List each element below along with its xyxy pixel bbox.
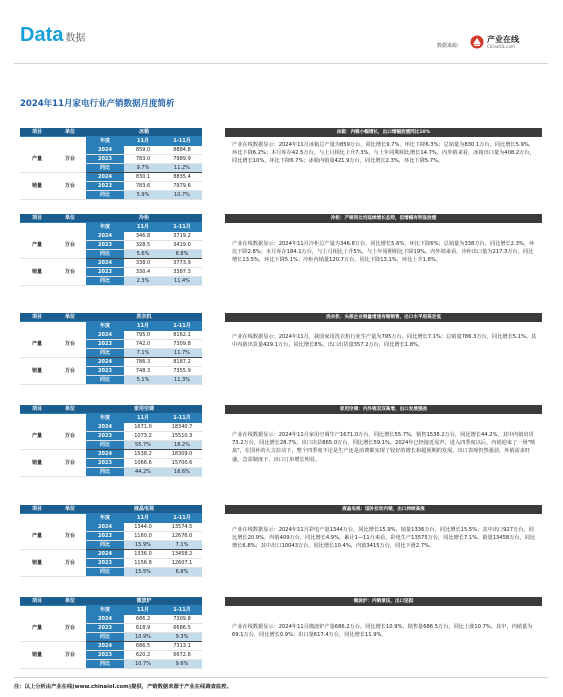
header-ytd: 1-11月 (162, 514, 202, 523)
yoy-label: 同比 (86, 660, 124, 669)
header-month: 11月 (124, 137, 162, 146)
year-cell: 2023 (86, 182, 124, 191)
section-paragraph: 产业在线数据显示：2024年11月冷柜总产量为346.8万台，同比增长5.6%，环比下降6%；总销量为338万台，同比增长2.3%，环比下降2.8%；本月库存184.1万台，与上月相比上升5%，与上年同期相比下降19%。内外销来看，冷柜出口量为217.3万台，同比增长13.5%，环比下降5.1%；冷柜内销量120.7万台，同比下降13.1%，环比上升1.6%。 (232, 241, 535, 264)
ytd-yoy: 18.2% (162, 441, 202, 450)
header-year: 年度 (86, 322, 124, 331)
sales-unit: 万台 (54, 173, 86, 200)
ytd-value: 8884.8 (162, 146, 202, 155)
header-unit: 单位 (54, 128, 86, 137)
ytd-yoy: 10.7% (162, 191, 202, 200)
header-year: 年度 (86, 223, 124, 232)
brand-url: ChinaIOL.com (487, 44, 515, 49)
sales-label: 销量 (20, 358, 54, 385)
ytd-value: 12607.1 (162, 559, 202, 568)
month-value: 1336.0 (124, 550, 162, 559)
yoy-label: 同比 (86, 250, 124, 259)
ytd-value: 7355.9 (162, 367, 202, 376)
month-value: 795.0 (124, 331, 162, 340)
product-name: 冰箱 (86, 128, 202, 137)
ytd-value: 7309.8 (162, 340, 202, 349)
header-unit: 单位 (54, 505, 86, 514)
ytd-yoy: 11.4% (162, 277, 202, 286)
ytd-yoy: 7.1% (162, 541, 202, 550)
yoy-label: 同比 (86, 349, 124, 358)
yoy-label: 同比 (86, 568, 124, 577)
year-cell: 2023 (86, 459, 124, 468)
product-name: 家用空调 (86, 405, 202, 414)
ytd-value: 13574.5 (162, 523, 202, 532)
logo-subtitle: 数据 (65, 33, 86, 44)
month-yoy: 5.1% (124, 376, 162, 385)
year-cell: 2024 (86, 523, 124, 532)
sales-label: 销量 (20, 642, 54, 669)
yoy-label: 同比 (86, 541, 124, 550)
section-paragraph: 产业在线数据显示：2024年11月彩电产量1344万台，同比增长15.9%，销量1336万台，同比增长15.5%；其中出口927万台，同比增长20.9%，内销409万台，同比增长4.9%。累计1—11月来看，彩电生产13575万台，同比增长7.1%，销量13458万台，同比增长6.8%；其中出口10043万台，同比增长10.4%，内销3415万台，同比下滑2.7%。 (232, 527, 536, 550)
header-item: 项目 (20, 128, 54, 137)
month-value: 1073.2 (124, 432, 162, 441)
sales-unit: 万台 (54, 259, 86, 286)
header-unit: 单位 (54, 313, 86, 322)
month-yoy: 9.7% (124, 164, 162, 173)
production-unit: 万台 (54, 615, 86, 642)
year-cell: 2023 (86, 268, 124, 277)
header-divider (14, 63, 548, 64)
header-ytd: 1-11月 (162, 137, 202, 146)
production-label: 产量 (20, 232, 54, 259)
month-yoy: 55.7% (124, 441, 162, 450)
year-cell: 2023 (86, 624, 124, 633)
production-unit: 万台 (54, 146, 86, 173)
production-unit: 万台 (54, 331, 86, 358)
header-ytd: 1-11月 (162, 223, 202, 232)
month-value: 618.9 (124, 624, 162, 633)
report-title: 2024年11月家电行业产销数据月度简析 (20, 99, 175, 109)
production-label: 产量 (20, 423, 54, 450)
yoy-label: 同比 (86, 164, 124, 173)
month-value: 686.5 (124, 642, 162, 651)
data-table (20, 505, 202, 577)
header-ytd: 1-11月 (162, 322, 202, 331)
year-cell: 2024 (86, 173, 124, 182)
header-year: 年度 (86, 606, 124, 615)
ytd-yoy: 8.8% (162, 250, 202, 259)
logo-title: Data (20, 24, 64, 46)
footnote: 注：以上分析由产业在线(www.chinaiol.com)提供，产销数据来源于产业在线调查监控。 (14, 684, 232, 690)
ytd-value: 18340.7 (162, 423, 202, 432)
yoy-label: 同比 (86, 441, 124, 450)
header-month: 11月 (124, 414, 162, 423)
production-unit: 万台 (54, 523, 86, 550)
sales-unit: 万台 (54, 550, 86, 577)
month-yoy: 15.9% (124, 541, 162, 550)
month-value: 1344.0 (124, 523, 162, 532)
section-headline: 冷柜：产销同比均延续增长态势，但增幅有明显放缓 (225, 214, 542, 223)
header-year: 年度 (86, 137, 124, 146)
ytd-value: 7989.9 (162, 155, 202, 164)
month-value: 748.3 (124, 367, 162, 376)
header-item: 项目 (20, 505, 54, 514)
section-headline: 微波炉：内销承压，出口坚挺 (225, 597, 542, 606)
ytd-value: 3419.0 (162, 241, 202, 250)
month-yoy: 44.2% (124, 468, 162, 477)
product-name: 液晶电视 (86, 505, 202, 514)
month-value: 686.2 (124, 615, 162, 624)
production-label: 产量 (20, 146, 54, 173)
month-value: 783.6 (124, 182, 162, 191)
data-table (20, 597, 202, 669)
header-year: 年度 (86, 514, 124, 523)
section-paragraph: 产业在线数据显示：2024年11月微波炉产量686.2万台，同比增长10.9%，销售量686.5万台，同比上涨10.7%。其中，内销量为69.1万台，同比增长0.9%；出口量617.4万台，同比增长11.9%。 (232, 624, 533, 639)
year-cell: 2024 (86, 450, 124, 459)
header-month: 11月 (124, 322, 162, 331)
ytd-value: 7309.8 (162, 615, 202, 624)
sales-label: 销量 (20, 450, 54, 477)
ytd-yoy: 11.3% (162, 376, 202, 385)
month-value: 620.2 (124, 651, 162, 660)
year-cell: 2024 (86, 232, 124, 241)
month-value: 830.1 (124, 173, 162, 182)
month-yoy: 10.9% (124, 633, 162, 642)
ytd-value: 8162.1 (162, 331, 202, 340)
header-unit: 单位 (54, 597, 86, 606)
section-headline: 洗衣机：头部企业销量增速有缩销售，出口水平居高走低 (225, 313, 542, 322)
ytd-value: 6672.6 (162, 651, 202, 660)
ytd-value: 8187.2 (162, 358, 202, 367)
month-value: 346.8 (124, 232, 162, 241)
month-value: 742.0 (124, 340, 162, 349)
ytd-value: 3773.9 (162, 259, 202, 268)
month-yoy: 2.3% (124, 277, 162, 286)
month-value: 1156.8 (124, 559, 162, 568)
header-item: 项目 (20, 313, 54, 322)
month-value: 1538.2 (124, 450, 162, 459)
sales-label: 销量 (20, 259, 54, 286)
ytd-value: 13458.2 (162, 550, 202, 559)
month-yoy: 5.9% (124, 191, 162, 200)
year-cell: 2024 (86, 615, 124, 624)
year-cell: 2024 (86, 259, 124, 268)
ytd-yoy: 11.2% (162, 164, 202, 173)
ytd-value: 3387.3 (162, 268, 202, 277)
month-value: 1066.6 (124, 459, 162, 468)
year-cell: 2023 (86, 367, 124, 376)
year-cell: 2023 (86, 651, 124, 660)
section-headline: 液晶电视：国补拉动内销，出口持续高涨 (225, 505, 542, 514)
yoy-label: 同比 (86, 376, 124, 385)
year-cell: 2023 (86, 241, 124, 250)
production-unit: 万台 (54, 423, 86, 450)
data-table (20, 214, 202, 286)
header-unit: 单位 (54, 405, 86, 414)
year-cell: 2024 (86, 423, 124, 432)
ytd-value: 8835.4 (162, 173, 202, 182)
yoy-label: 同比 (86, 633, 124, 642)
sales-unit: 万台 (54, 450, 86, 477)
ytd-value: 3719.2 (162, 232, 202, 241)
ytd-yoy: 9.6% (162, 660, 202, 669)
section-paragraph: 产业在线数据显示：2024年11月，我国家用洗衣机行业生产量为795万台，同比增长7.1%；总销量786.3万台，同比增长5.1%。其中内销出货量429.1万台，同比增长8%，出口出货量357.2万台，同比增长1.8%。 (232, 334, 537, 349)
production-label: 产量 (20, 523, 54, 550)
header-unit: 单位 (54, 214, 86, 223)
ytd-value: 7979.6 (162, 182, 202, 191)
chinaiol-logo (470, 34, 526, 52)
ytd-value: 18309.0 (162, 450, 202, 459)
chinaiol-mark-icon (470, 35, 484, 49)
data-logo (20, 24, 85, 47)
month-yoy: 10.7% (124, 660, 162, 669)
product-name: 微波炉 (86, 597, 202, 606)
header-ytd: 1-11月 (162, 414, 202, 423)
yoy-label: 同比 (86, 191, 124, 200)
month-yoy: 5.6% (124, 250, 162, 259)
month-value: 328.5 (124, 241, 162, 250)
sales-label: 销量 (20, 550, 54, 577)
header-year: 年度 (86, 414, 124, 423)
header-month: 11月 (124, 606, 162, 615)
year-cell: 2023 (86, 559, 124, 568)
ytd-yoy: 11.7% (162, 349, 202, 358)
sales-unit: 万台 (54, 358, 86, 385)
product-name: 洗衣机 (86, 313, 202, 322)
data-table (20, 405, 202, 477)
section-headline: 冰箱：内销小幅增长，出口增幅放缓同比10% (225, 128, 542, 137)
data-table (20, 313, 202, 385)
year-cell: 2024 (86, 550, 124, 559)
month-value: 1160.0 (124, 532, 162, 541)
production-label: 产量 (20, 615, 54, 642)
month-value: 783.0 (124, 155, 162, 164)
section-paragraph: 产业在线数据显示：2024年11月家用空调生产1671.0万台，同比增长55.7%，销售1538.2万台，同比增长44.2%，其中内销出货73.2万台，同比增长28.7%，出口出货865.0万台，同比增长59.1%。2024年已经接近尾声，进入四季度以后，内销迎来了一场"喷泉"，在国补的大力拉动下，整个四季度不论是生产还是消费都实现了较好的增长和超预期的发展，出口表现仍然强劲，外销需求旺盛，急需制度下，出口订单增长明显。 (232, 432, 536, 463)
header-item: 项目 (20, 214, 54, 223)
month-value: 859.0 (124, 146, 162, 155)
month-value: 330.4 (124, 268, 162, 277)
month-yoy: 7.1% (124, 349, 162, 358)
year-cell: 2024 (86, 358, 124, 367)
ytd-value: 15510.3 (162, 432, 202, 441)
header-month: 11月 (124, 514, 162, 523)
section-headline: 家用空调：内外销双双高增，出口发展强劲 (225, 405, 542, 414)
yoy-label: 同比 (86, 468, 124, 477)
source-label: 数据来源： (437, 43, 463, 49)
footer-divider (14, 677, 548, 678)
ytd-yoy: 9.3% (162, 633, 202, 642)
yoy-label: 同比 (86, 277, 124, 286)
month-value: 1671.0 (124, 423, 162, 432)
month-yoy: 15.5% (124, 568, 162, 577)
ytd-yoy: 6.8% (162, 568, 202, 577)
product-name: 冷柜 (86, 214, 202, 223)
ytd-value: 6686.5 (162, 624, 202, 633)
section-paragraph: 产业在线数据显示：2024年11月冰箱总产量为859万台，同比增长9.7%，环比下降6.3%；总销量为830.1万台，同比增长5.9%，环比下降6.2%；本月库存42.5万台，与上月相比上升7.3%，与上年同期相比增长14.7%。内外销来看，冰箱出口量为408.2万台，同比增长10%，环比下降6.7%；冰箱内销量421.9万台，同比增长2.3%，环比下降5.7%。 (232, 142, 535, 165)
ytd-value: 12676.0 (162, 532, 202, 541)
ytd-yoy: 16.6% (162, 468, 202, 477)
brand-name: 产业在线 (487, 35, 519, 44)
ytd-value: 15700.6 (162, 459, 202, 468)
production-label: 产量 (20, 331, 54, 358)
month-value: 338.0 (124, 259, 162, 268)
header-item: 项目 (20, 405, 54, 414)
year-cell: 2023 (86, 340, 124, 349)
ytd-value: 7313.1 (162, 642, 202, 651)
year-cell: 2024 (86, 146, 124, 155)
year-cell: 2023 (86, 532, 124, 541)
year-cell: 2023 (86, 432, 124, 441)
header-month: 11月 (124, 223, 162, 232)
year-cell: 2024 (86, 642, 124, 651)
year-cell: 2023 (86, 155, 124, 164)
header-ytd: 1-11月 (162, 606, 202, 615)
sales-unit: 万台 (54, 642, 86, 669)
year-cell: 2024 (86, 331, 124, 340)
header-item: 项目 (20, 597, 54, 606)
production-unit: 万台 (54, 232, 86, 259)
month-value: 786.3 (124, 358, 162, 367)
sales-label: 销量 (20, 173, 54, 200)
data-table (20, 128, 202, 200)
